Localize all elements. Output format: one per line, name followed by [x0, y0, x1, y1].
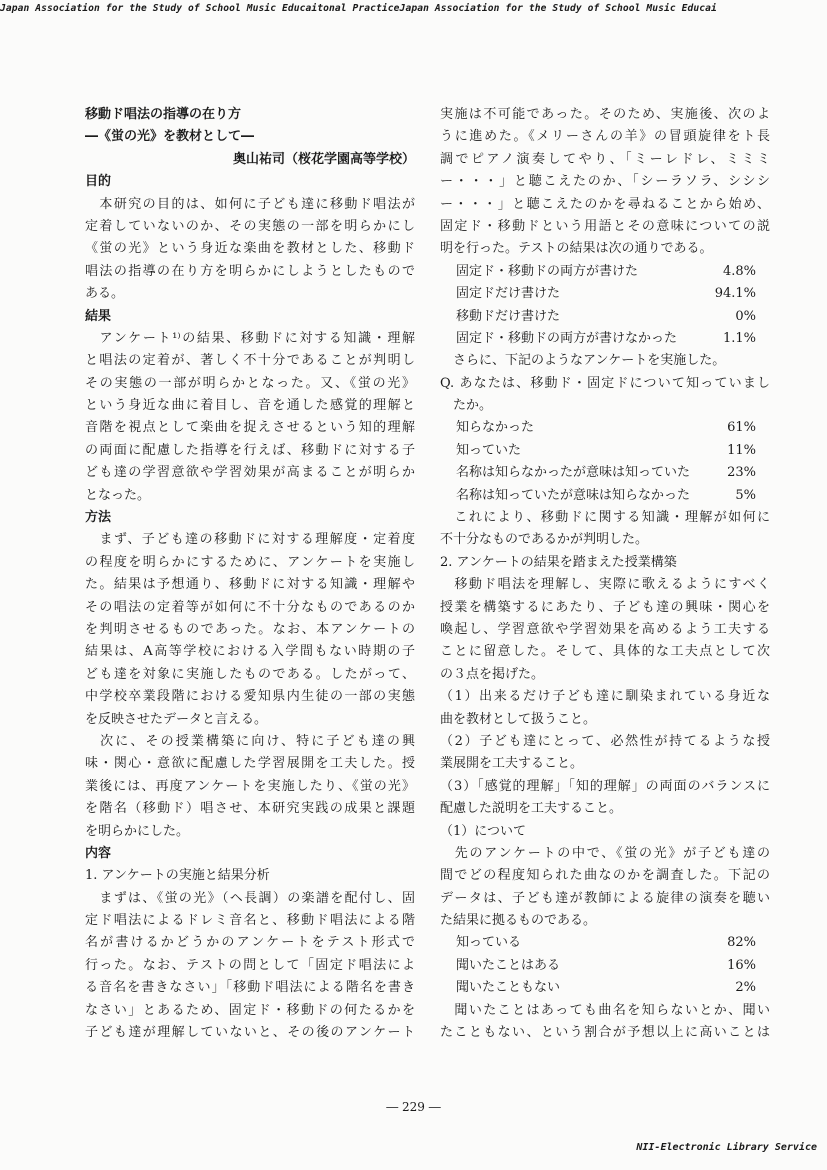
result-label: 名称は知らなかったが意味は知っていた	[456, 465, 691, 481]
result-value: 5%	[735, 487, 756, 503]
paragraph-line: データは、子ども達が教師による旋律の演奏を聴い	[440, 890, 770, 906]
paragraph-line: ども達の学習意欲や学習効果が高まることが明らか	[85, 465, 415, 481]
paragraph-line: という身近な曲に着目し、音を通した感覚的理解と	[85, 398, 415, 414]
paragraph-line: と唱法の定着が、著しく不十分であることが判明し	[85, 353, 415, 369]
paragraph-line: 調でピアノ演奏してやり、「ミーレドレ、ミミミ	[440, 151, 770, 167]
paragraph-line: ー・・・」と聴こえたのかを尋ねることから始め、	[440, 196, 770, 212]
result-row	[440, 977, 770, 999]
paragraph-line: 固定ド・移動ドという用語とその意味についての説	[440, 218, 770, 234]
result-row	[440, 328, 770, 350]
result-value: 0%	[735, 308, 756, 324]
section-heading-purpose: 目的	[85, 174, 112, 190]
paragraph-line: 中学校卒業段階における愛知県内生徒の一部の実態	[85, 689, 415, 705]
question-line: たか。	[440, 398, 493, 414]
paragraph-line: さらに、下記のようなアンケートを実施した。	[440, 353, 726, 369]
point-line: （1）出来るだけ子ども達に馴染まれている身近な	[440, 689, 770, 705]
subheading-point-1: （1）について	[440, 823, 527, 839]
result-label: 固定ド・移動ドの両方が書けた	[456, 263, 639, 279]
library-footer: NII-Electronic Library Service	[636, 1142, 817, 1153]
paragraph-line: 本研究の目的は、如何に子ども達に移動ド唱法が	[85, 196, 415, 212]
result-label: 聞いたことはある	[456, 957, 561, 973]
paragraph-line: 聞いたことはあっても曲名を知らないとか、聞い	[440, 1002, 770, 1018]
paragraph-line: 結果は、A高等学校における入学間もない時期の子	[85, 644, 415, 660]
result-label: 知っていた	[456, 442, 522, 458]
paragraph-line: となった。	[85, 487, 151, 503]
paragraph-line: ことに留意した。そして、具体的な工夫点として次	[440, 644, 770, 660]
paragraph-line: 《蛍の光》という身近な楽曲を教材とした、移動ド	[85, 241, 415, 257]
paragraph-line: 移動ド唱法を理解し、実際に歌えるようにすべく	[440, 577, 770, 593]
paragraph-line: を反映させたデータと言える。	[85, 711, 268, 727]
article-title: 移動ド唱法の指導の在り方	[85, 107, 242, 122]
point-line: 業展開を工夫すること。	[440, 756, 584, 772]
result-label: 知らなかった	[456, 420, 535, 436]
paragraph-line: 業後には、再度アンケートを実施したり、《蛍の光》	[85, 778, 415, 794]
question-line: Q. あなたは、移動ド・固定ドについて知っていまし	[440, 375, 770, 391]
result-value: 23%	[727, 465, 756, 481]
result-label: 固定ド・移動ドの両方が書けなかった	[456, 330, 678, 346]
journal-header: Japan Association for the Study of School Music Educaitonal PracticeJapan Association for the Study of School Music Educai	[0, 3, 717, 14]
paragraph-line: の３点を掲げた。	[440, 666, 545, 682]
result-value: 11%	[727, 442, 756, 458]
result-value: 82%	[727, 935, 756, 951]
point-line: （2）子ども達にとって、必然性が持てるような授	[440, 733, 770, 749]
paragraph-line: ある。	[85, 286, 125, 302]
paragraph-line: まず、子ども達の移動ドに対する理解度・定着度	[85, 532, 415, 548]
paragraph-line: その実態の一部が明らかとなった。又、《蛍の光》	[85, 375, 415, 391]
result-label: 名称は知っていたが意味は知らなかった	[456, 487, 691, 503]
result-row	[440, 306, 770, 328]
result-row	[440, 440, 770, 462]
paragraph-line: 不十分なものであるかが判明した。	[440, 532, 649, 548]
paragraph-line: これにより、移動ドに関する知識・理解が如何に	[440, 510, 770, 526]
paragraph-line: を判明させるものであった。なお、本アンケートの	[85, 621, 415, 637]
subheading-lesson: 2. アンケートの結果を踏まえた授業構築	[440, 554, 677, 570]
section-heading-method: 方法	[85, 510, 112, 526]
paragraph-line: うに進めた。《メリーさんの羊》の冒頭旋律をト長	[440, 129, 770, 145]
paragraph-line: 味・関心・意欲に配慮した学習展開を工夫した。授	[85, 756, 415, 772]
result-label: 知っている	[456, 935, 522, 951]
paragraph-line: 子ども達が理解していないと、その後のアンケート	[85, 1025, 415, 1041]
right-column	[440, 104, 770, 1044]
paragraph-line: 唱法の指導の在り方を明らかにしようとしたもので	[85, 263, 415, 279]
result-row	[440, 955, 770, 977]
paragraph-line: を階名（移動ド）唱させ、本研究実践の成果と課題	[85, 801, 415, 817]
result-label: 移動ドだけ書けた	[456, 308, 561, 324]
paragraph-line: た結果に拠るものである。	[440, 913, 597, 929]
paragraph-line: 実施は不可能であった。そのため、実施後、次のよ	[440, 107, 770, 122]
point-line: 曲を教材として扱うこと。	[440, 711, 597, 727]
result-value: 2%	[735, 980, 756, 996]
paragraph-line: の程度を明らかにするために、アンケートを実施し	[85, 554, 415, 570]
paragraph-line: 音階を視点として楽曲を捉えさせるという知的理解	[85, 420, 415, 436]
point-line: 配慮した説明を工夫すること。	[440, 801, 623, 817]
paragraph-line: アンケート¹⁾の結果、移動ドに対する知識・理解	[85, 330, 415, 346]
paragraph-line: 先のアンケートの中で、《蛍の光》が子ども達の	[440, 845, 770, 861]
section-heading-result: 結果	[85, 308, 112, 324]
section-heading-content: 内容	[85, 845, 112, 861]
left-column	[85, 104, 415, 1044]
result-label: 聞いたこともない	[456, 980, 561, 996]
page-number: ― 229 ―	[386, 1100, 441, 1114]
result-label: 固定ドだけ書けた	[456, 286, 561, 302]
paragraph-line: 定着していないのか、その実態の一部を明らかにし	[85, 218, 415, 234]
author: 奥山祐司（桜花学園高等学校）	[232, 151, 415, 167]
paragraph-line: 明を行った。テストの結果は次の通りである。	[440, 241, 713, 257]
paragraph-line: なさい」とあるため、固定ド・移動ドの何たるかを	[85, 1002, 415, 1018]
point-line: （3）「感覚的理解」「知的理解」の両面のバランスに	[440, 778, 770, 794]
subheading-survey: 1. アンケートの実施と結果分析	[85, 868, 270, 884]
paragraph-line: ー・・・」と聴こえたのか、「シーラソラ、シシシ	[440, 174, 770, 190]
paragraph-line: を明らかにした。	[85, 823, 190, 839]
paragraph-line: 次に、その授業構築に向け、特に子ども達の興	[85, 733, 415, 749]
paragraph-line: 行った。なお、テストの問として「固定ド唱法によ	[85, 957, 415, 973]
paragraph-line: る音名を書きなさい」「移動ド唱法による階名を書き	[85, 980, 415, 996]
paragraph-line: 名が書けるかどうかのアンケートをテスト形式で	[85, 935, 415, 951]
result-row	[440, 283, 770, 305]
paragraph-line: 間でどの程度知られた曲なのかを調査した。下記の	[440, 868, 770, 884]
paragraph-line: 定ド唱法によるドレミ音名と、移動ド唱法による階	[85, 913, 415, 929]
paragraph-line: 喚起し、学習意欲や学習効果を高めるよう工夫する	[440, 621, 770, 637]
paragraph-line: まずは、《蛍の光》（ヘ長調）の楽譜を配付し、固	[85, 890, 415, 906]
result-value: 4.8%	[722, 263, 756, 279]
paragraph-line: た。結果は予想通り、移動ドに対する知識・理解や	[85, 577, 415, 593]
result-row	[440, 462, 770, 484]
result-value: 61%	[727, 420, 756, 436]
result-row	[440, 932, 770, 954]
paragraph-line: その唱法の定着等が如何に不十分なものであるのか	[85, 599, 415, 615]
paragraph-line: の両面に配慮した指導を行えば、移動ドに対する子	[85, 442, 415, 458]
paragraph-line: 授業を構築するにあたり、子ども達の興味・関心を	[440, 599, 770, 615]
result-row	[440, 261, 770, 283]
paragraph-line: たこともない、という割合が予想以上に高いことは	[440, 1025, 770, 1041]
paragraph-line: ども達を対象に実施したものである。したがって、	[85, 666, 415, 682]
result-value: 16%	[727, 957, 756, 973]
result-row	[440, 485, 770, 507]
result-value: 1.1%	[722, 330, 756, 346]
article-subtitle: ―《蛍の光》を教材として―	[85, 129, 255, 145]
result-row	[440, 417, 770, 439]
result-value: 94.1%	[714, 286, 756, 302]
